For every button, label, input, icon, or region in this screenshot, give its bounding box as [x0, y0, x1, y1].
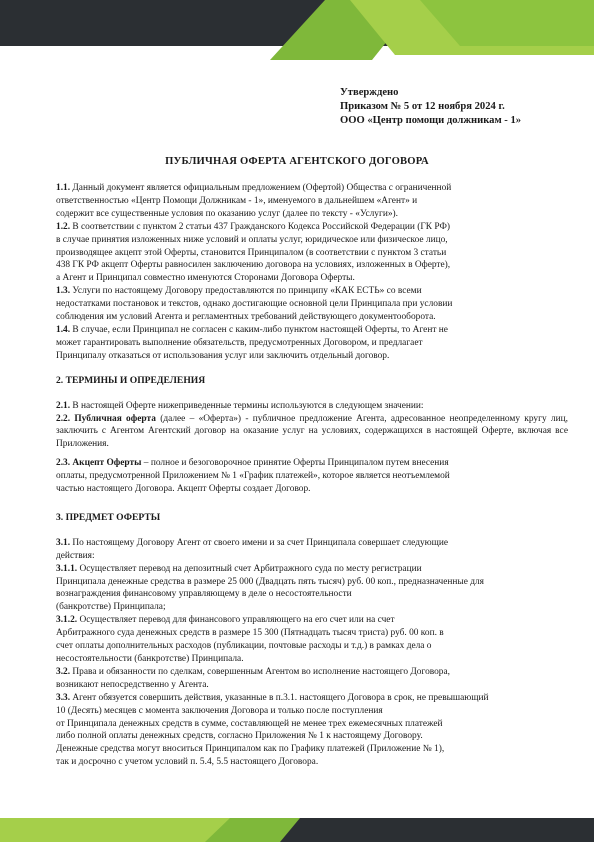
approval-block	[340, 86, 521, 128]
clause-number: 2.1.	[56, 400, 71, 411]
footer-decoration	[0, 818, 594, 842]
clause-number: 1.3.	[56, 286, 71, 297]
clause-number: 3.1.	[56, 537, 71, 548]
clause-3-3: 3.3. Агент обязуется совершить действия, указанные в п.3.1. настоящего Договора в срок, не превышающий 10 (Десять) месяцев с момента заключения Договора и только после поступления от Принципала денежных средств в сумме, составляющей не менее трех ежемесячных платежей либо полной оплаты денежных средств, согласно Приложения № 1 к настоящему Договору. Денежные средства могут вноситься Принципалом как по Графику платежей (Приложение № 1), так и досрочно с учетом условий п. 5.4, 5.5 настоящего Договора.	[56, 692, 489, 768]
clause-1-2: 1.2. В соответствии с пунктом 2 статьи 437 Гражданского Кодекса Российской Федерации (ГК РФ) в случае принятия изложенных ниже условий и оплаты услуг, юридическое или физическое лицо, производящее акцепт этой Оферты, становится Принципалом (в соответствии с пунктом 3 статьи 438 ГК РФ акцепт Оферты равносилен заключению договора на условиях, изложенных в Оферте), а Агент и Принципал совместно именуются Сторонами Договора Оферты.	[56, 221, 451, 284]
clause-3-1: 3.1. По настоящему Договору Агент от своего имени и за счет Принципала совершает следующие действия:	[56, 537, 449, 561]
clause-number: 1.2.	[56, 221, 71, 232]
term-public-offer: Публичная оферта	[70, 413, 156, 424]
clause-1-3: 1.3. Услуги по настоящему Договору предоставляются по принципу «КАК ЕСТЬ» со всеми недостатками постановок и текстов, однако достигающие основной цели Принципала при условии соблюдения им условий Агента и регламентных требований действующего документооборота.	[56, 286, 453, 323]
clause-number: 2.2.	[56, 413, 71, 424]
clause-number: 1.1.	[56, 183, 71, 193]
approval-line-1: Утверждено	[340, 87, 399, 98]
clause-number: 3.1.1.	[56, 563, 78, 574]
clause-number: 1.4.	[56, 324, 71, 335]
section-3-heading: 3. ПРЕДМЕТ ОФЕРТЫ	[56, 511, 161, 523]
clause-number: 2.3.	[56, 458, 71, 469]
clause-3-2: 3.2. Права и обязанности по сделкам, совершенным Агентом во исполнение настоящего Договора, возникают непосредственно у Агента.	[56, 666, 450, 690]
clause-number: 3.3.	[56, 692, 71, 703]
clause-number: 3.2.	[56, 666, 71, 677]
section-2-heading: 2. ТЕРМИНЫ И ОПРЕДЕЛЕНИЯ	[56, 374, 206, 386]
clause-2-1: 2.1. В настоящей Оферте нижеприведенные термины используются в следующем значении:	[56, 400, 424, 411]
approval-line-3: ООО «Центр помощи должникам - 1»	[340, 115, 522, 126]
document-body	[56, 182, 568, 769]
clause-number: 3.1.2.	[56, 615, 78, 626]
clause-1-4: 1.4. В случае, если Принципал не согласен с каким-либо пунктом настоящей Оферты, то Агент не может гарантировать выполнение обязательств, предусмотренных Договором, и предлагает Принципалу отказаться от использования услуг или заключить отдельный договор.	[56, 324, 448, 361]
clause-3-1-1: 3.1.1. Осуществляет перевод на депозитный счет Арбитражного суда по месту регистрации Принципала денежные средства в размере 25 000 (Двадцать пять тысяч) руб. 00 коп., предназначенные для вознаграждения финансовому управляющему в деле о несостоятельности (банкротстве) Принципала;	[56, 563, 484, 613]
clause-3-1-2: 3.1.2. Осуществляет перевод для финансового управляющего на его счет или на счет Арбитражного суда денежных средств в размере 15 300 (Пятнадцать тысяч триста) руб. 00 коп. в счет оплаты дополнительных расходов (публикации, почтовые расходы и т.д.) в рамках дела о несостоятельности (банкротстве) Принципала.	[56, 615, 444, 664]
document-title: ПУБЛИЧНАЯ ОФЕРТА АГЕНТСКОГО ДОГОВОРА	[165, 156, 429, 167]
approval-line-2: Приказом № 5 от 12 ноября 2024 г.	[340, 101, 505, 112]
header-decoration	[0, 0, 594, 60]
clause-1-1: 1.1. Данный документ является официальным предложением (Офертой) Общества с ограниченной ответственностью «Центр Помощи Должникам - 1», именуемого в дальнейшем «Агент» и содержит все существенные условия по оказанию услуг (далее по тексту - «Услуги»).	[56, 183, 452, 219]
clause-2-2: 2.2. Публичная оферта (далее – «Оферта») - публичное предложение Агента, адресованное неопределенному кругу лиц, заключить с Агентом Агентский договор на оказание услуг на условиях, содержащихся в настоящей Оферте, включая все Приложения.	[56, 413, 568, 450]
clause-2-3: 2.3. Акцепт Оферты – полное и безоговорочное принятие Оферты Принципалом путем внесения оплаты, предусмотренной Приложением № 1 «График платежей», которое является неотъемлемой частью настоящего Договора. Акцепт Оферты создает Договор.	[56, 458, 450, 495]
term-acceptance: Акцепт Оферты	[70, 458, 142, 469]
